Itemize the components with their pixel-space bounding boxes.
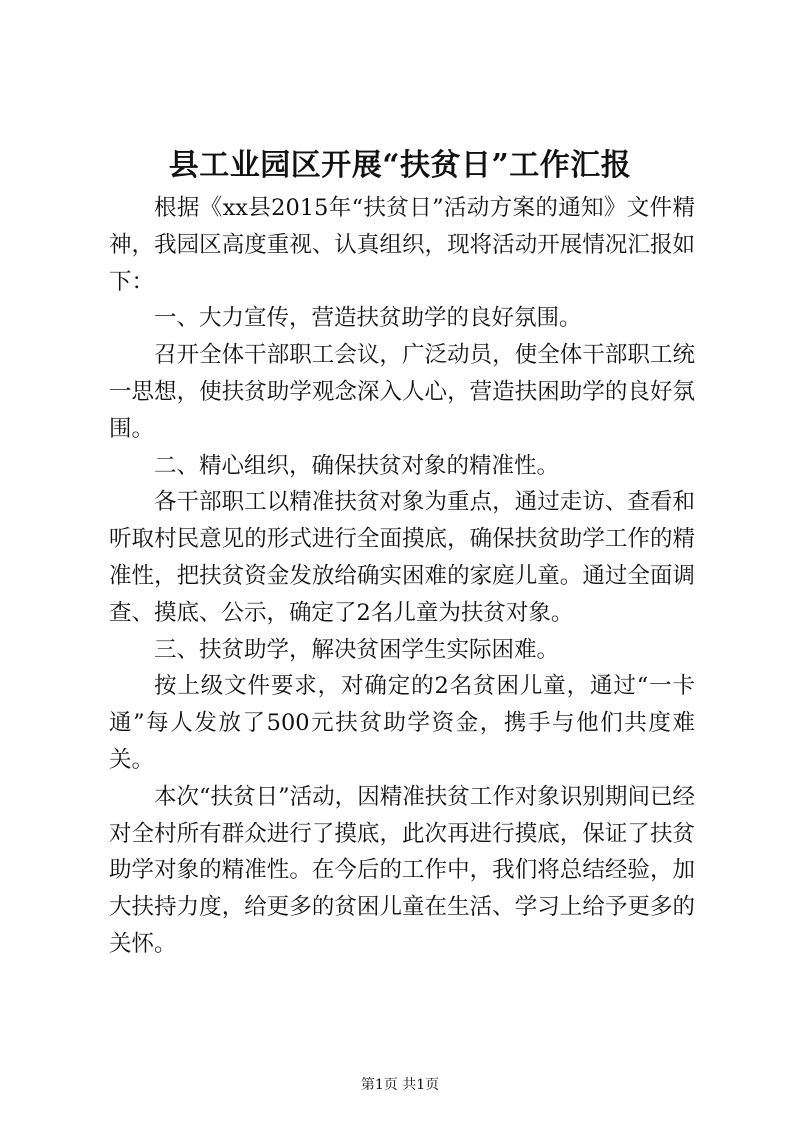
paragraph-section-3: 按上级文件要求，对确定的2名贫困儿童，通过“一卡通”每人发放了500元扶贫助学资金，携手与他们共度难关。 [109, 673, 695, 773]
paragraph-conclusion: 本次“扶贫日”活动，因精准扶贫工作对象识别期间已经对全村所有群众进行了摸底，此次再进行摸底，保证了扶贫助学对象的精准性。在今后的工作中，我们将总结经验，加大扶持力度，给更多的贫困儿童在生活、学习上给予更多的关怀。 [109, 783, 695, 957]
paragraph-section-2: 各干部职工以精准扶贫对象为重点，通过走访、查看和听取村民意见的形式进行全面摸底，确保扶贫助学工作的精准性，把扶贫资金发放给确实困难的家庭儿童。通过全面调查、摸底、公示，确定了2名儿童为扶贫对象。 [109, 489, 695, 626]
document-body [109, 190, 695, 963]
paragraph-section-1: 召开全体干部职工会议，广泛动员，使全体干部职工统一思想，使扶贫助学观念深入人心，营造扶困助学的良好氛围。 [109, 342, 695, 442]
section-heading-2: 二、精心组织，确保扶贫对象的精准性。 [154, 452, 560, 479]
page-footer: 第1页 共1页 [360, 1077, 440, 1093]
section-heading-3: 三、扶贫助学，解决贫困学生实际困难。 [154, 636, 560, 663]
document-title: 县工业园区开展“扶贫日”工作汇报 [168, 148, 632, 183]
paragraph-intro: 根据《xx县2015年“扶贫日”活动方案的通知》文件精神，我园区高度重视、认真组织，现将活动开展情况汇报如下： [109, 195, 695, 295]
section-heading-1: 一、大力宣传，营造扶贫助学的良好氛围。 [154, 305, 582, 332]
